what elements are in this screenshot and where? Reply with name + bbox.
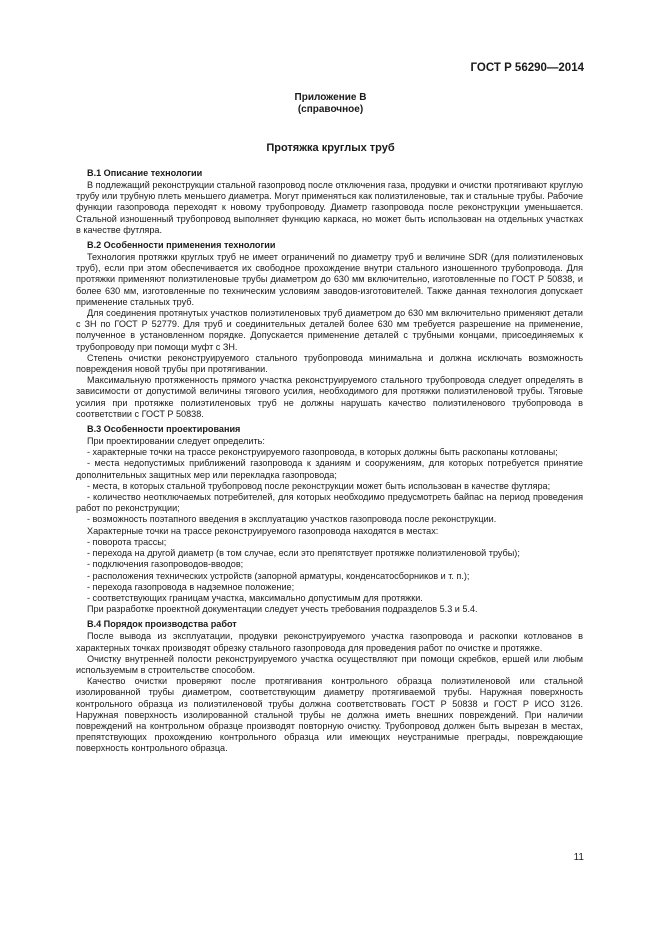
page-number: 11 — [573, 852, 584, 863]
section-heading: В.2 Особенности применения технологии — [87, 240, 276, 251]
paragraph: При разработке проектной документации следует учесть требования подразделов 5.3 и 5.4. — [87, 604, 478, 615]
paragraph: Степень очистки реконструируемого стального трубопровода минимальна и должна исключать возможность повреждения новой трубы при протягивании. — [76, 352, 583, 375]
paragraph: - места, в которых стальной трубопровод после реконструкции может быть использован в качестве футляра; — [87, 480, 551, 491]
document-title: Протяжка круглых труб — [266, 142, 395, 154]
appendix-header — [0, 92, 661, 116]
section-heading: В.3 Особенности проектирования — [87, 424, 241, 435]
paragraph: - подключения газопроводов-вводов; — [87, 559, 244, 570]
appendix-label: Приложение В — [294, 92, 367, 103]
paragraph: - возможность поэтапного введения в эксплуатацию участков газопровода после реконструкции. — [87, 514, 497, 525]
paragraph: - характерные точки на трассе реконструируемого газопровода, в которых должны быть раскопаны котлованы; — [87, 447, 558, 458]
paragraph: - перехода на другой диаметр (в том случае, если это препятствует протяжке полиэтиленовой трубы); — [87, 548, 520, 559]
paragraph: - поворота трассы; — [87, 536, 167, 547]
paragraph: В подлежащий реконструкции стальной газопровод после отключения газа, продувки и очистки протягивают круглую трубу или трубную плеть меньшего диаметра. Могут применяться как полиэтиленовые, так и стальные трубы. Рабочие функции газопровода переходят к новому трубопроводу. Диаметр газопровода после реконструкции уменьшается. Стальной изношенный трубопровод выполняет функцию каркаса, но может быть использован на отдельных участках в качестве футляра. — [76, 180, 583, 235]
paragraph: - места недопустимых приближений газопровода к зданиям и сооружениям, для которых потребуется принятие дополнительных защитных мер или перекладка газопровода; — [76, 458, 583, 480]
paragraph: Качество очистки проверяют после протягивания контрольного образца полиэтиленовой или стальной изолированной трубы диаметром, соответствующим диаметру протягиваемой трубы. Наружная поверхность контрольного образца из полиэтиленовой трубы должна соответствовать ГОСТ Р 50838 и ГОСТ Р ИСО 3126. Наружная поверхность изолированной стальной трубы не должна иметь внешних повреждений. При наличии повреждений на контрольном образце производят повторную очистку. Трубопровод должен быть вырезан в местах, препятствующих прохождению контрольного образца или имеющих неустранимые преграды, повреждающие поверхность контрольного образца. — [76, 676, 583, 754]
standard-number: ГОСТ Р 56290—2014 — [470, 62, 584, 74]
paragraph: - количество неотключаемых потребителей, для которых необходимо предусмотреть байпас на период проведения работ по реконструкции; — [76, 492, 583, 514]
paragraph: После вывода из эксплуатации, продувки реконструируемого участка газопровода и раскопки котлованов в характерных точках производят обрезку стального газопровода для проведения работ по очистке и протяжке. — [76, 631, 583, 653]
paragraph: Очистку внутренней полости реконструируемого участка осуществляют при помощи скребков, ершей или любым используемым в строительстве способом. — [76, 653, 583, 675]
document-body — [76, 164, 583, 755]
paragraph: Технология протяжки круглых труб не имеет ограничений по диаметру труб и величине SDR (для полиэтиленовых труб), если при этом обеспечивается их свободное прохождение внутри стального изношенного трубопровода. Для протяжки применяют полиэтиленовые трубы диаметром до 630 мм включительно, изготовленные по ГОСТ Р 50838, и более 630 мм, изготовленные по техническим условиям заводов-изготовителей. Также данная технология допускает применение стальных труб. — [76, 252, 583, 307]
paragraph: Для соединения протянутых участков полиэтиленовых труб диаметром до 630 мм включительно применяют детали с ЗН по ГОСТ Р 52779. Для труб и соединительных деталей более 630 мм требуется разрешение на применение, полученное в установленном порядке. Допускается применение деталей с трубными концами, присоединяемых к трубопроводу при помощи муфт с ЗН. — [76, 308, 583, 352]
paragraph: Максимальную протяженность прямого участка реконструируемого стального трубопровода следует определять в зависимости от допустимой величины тягового усилия, необходимого для протяжки полиэтиленовой трубы. Тяговые усилия при протяжке полиэтиленовых труб не должны нарушать качество полиэтиленового трубопровода в соответствии с ГОСТ Р 50838. — [76, 375, 583, 419]
paragraph: При проектировании следует определить: — [87, 436, 265, 447]
paragraph: - перехода газопровода в надземное положение; — [87, 581, 295, 592]
appendix-type: (справочное) — [297, 104, 364, 115]
section-heading: В.1 Описание технологии — [87, 168, 203, 178]
paragraph: Характерные точки на трассе реконструируемого газопровода находятся в местах: — [87, 525, 439, 536]
section-heading: В.4 Порядок производства работ — [87, 619, 237, 630]
paragraph: - расположения технических устройств (запорной арматуры, конденсатосборников и т. п.); — [87, 570, 470, 581]
paragraph: - соответствующих границам участка, максимально допустимым для протяжки. — [87, 592, 423, 603]
